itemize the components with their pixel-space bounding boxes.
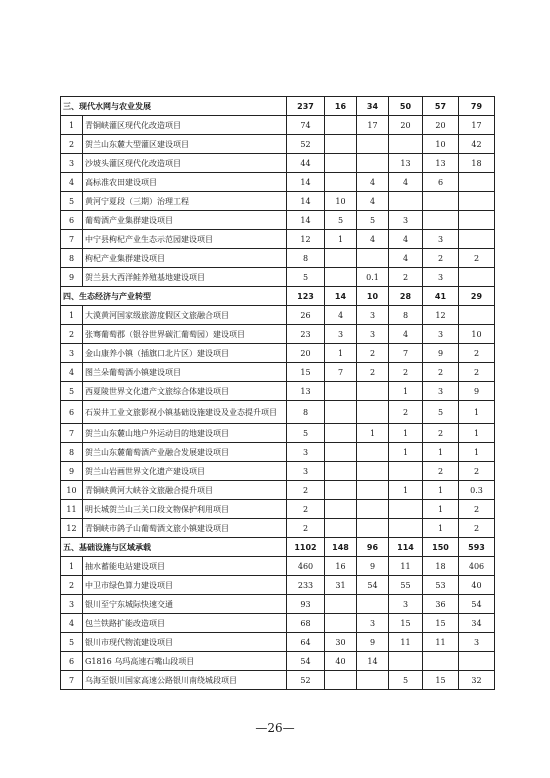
project-name: 张骞葡萄郡（银谷世界碳汇葡萄园）建设项目: [83, 325, 287, 344]
table-row: [61, 344, 495, 363]
row-number: 1: [61, 116, 83, 135]
value-cell: 1: [459, 443, 495, 462]
table-row: [61, 652, 495, 671]
value-cell: 8: [389, 306, 423, 325]
section-total-cell: 79: [459, 97, 495, 116]
value-cell: 93: [287, 595, 325, 614]
section-total-cell: 14: [325, 287, 357, 306]
table-row: [61, 116, 495, 135]
project-name: 西夏陵世界文化遗产文旅综合体建设项目: [83, 382, 287, 401]
project-name: 明长城贺兰山三关口段文物保护利用项目: [83, 500, 287, 519]
value-cell: 18: [423, 557, 459, 576]
value-cell: 2: [459, 249, 495, 268]
value-cell: 3: [423, 382, 459, 401]
value-cell: 14: [287, 192, 325, 211]
value-cell: 7: [325, 363, 357, 382]
value-cell: 3: [389, 211, 423, 230]
section-total-cell: 29: [459, 287, 495, 306]
row-number: 5: [61, 633, 83, 652]
value-cell: [389, 135, 423, 154]
project-name: 包兰铁路扩能改造项目: [83, 614, 287, 633]
section-title: 三、现代水网与农业发展: [61, 97, 287, 116]
value-cell: [357, 401, 389, 424]
value-cell: [357, 154, 389, 173]
project-name: 高标准农田建设项目: [83, 173, 287, 192]
value-cell: 1: [357, 424, 389, 443]
row-number: 10: [61, 481, 83, 500]
section-header-row: [61, 538, 495, 557]
row-number: 6: [61, 652, 83, 671]
value-cell: 40: [459, 576, 495, 595]
row-number: 12: [61, 519, 83, 538]
value-cell: 30: [325, 633, 357, 652]
value-cell: [325, 462, 357, 481]
row-number: 5: [61, 192, 83, 211]
value-cell: [325, 500, 357, 519]
value-cell: 9: [459, 382, 495, 401]
value-cell: 2: [287, 519, 325, 538]
section-total-cell: 57: [423, 97, 459, 116]
section-title: 四、生态经济与产业转型: [61, 287, 287, 306]
value-cell: 10: [325, 192, 357, 211]
value-cell: 20: [423, 116, 459, 135]
value-cell: [357, 249, 389, 268]
value-cell: [357, 595, 389, 614]
value-cell: 15: [423, 671, 459, 690]
row-number: 3: [61, 154, 83, 173]
value-cell: [423, 211, 459, 230]
value-cell: 32: [459, 671, 495, 690]
value-cell: 55: [389, 576, 423, 595]
value-cell: 14: [287, 173, 325, 192]
value-cell: [459, 230, 495, 249]
value-cell: 2: [423, 424, 459, 443]
project-name: 葡萄酒产业集群建设项目: [83, 211, 287, 230]
value-cell: 3: [287, 462, 325, 481]
project-name: 贺兰山东麓大型灌区建设项目: [83, 135, 287, 154]
row-number: 1: [61, 557, 83, 576]
value-cell: 11: [389, 557, 423, 576]
value-cell: 1: [423, 519, 459, 538]
project-name: 抽水蓄能电站建设项目: [83, 557, 287, 576]
value-cell: [459, 211, 495, 230]
value-cell: [325, 443, 357, 462]
value-cell: 1: [389, 443, 423, 462]
value-cell: [325, 382, 357, 401]
value-cell: [325, 173, 357, 192]
value-cell: [325, 519, 357, 538]
value-cell: 12: [423, 306, 459, 325]
value-cell: [357, 462, 389, 481]
table-row: [61, 154, 495, 173]
value-cell: 2: [423, 249, 459, 268]
value-cell: 5: [357, 211, 389, 230]
value-cell: [357, 500, 389, 519]
row-number: 2: [61, 135, 83, 154]
value-cell: [357, 135, 389, 154]
row-number: 6: [61, 211, 83, 230]
project-name: 乌海至银川国家高速公路银川南绕城段项目: [83, 671, 287, 690]
value-cell: [357, 519, 389, 538]
value-cell: 13: [423, 154, 459, 173]
value-cell: 1: [325, 344, 357, 363]
value-cell: 18: [459, 154, 495, 173]
value-cell: 1: [459, 424, 495, 443]
value-cell: 20: [389, 116, 423, 135]
value-cell: 12: [287, 230, 325, 249]
value-cell: 64: [287, 633, 325, 652]
value-cell: 1: [389, 382, 423, 401]
section-total-cell: 28: [389, 287, 423, 306]
section-total-cell: 150: [423, 538, 459, 557]
value-cell: 3: [325, 325, 357, 344]
value-cell: 4: [389, 230, 423, 249]
value-cell: 54: [287, 652, 325, 671]
project-name: 贺兰县大西洋鲑养殖基地建设项目: [83, 268, 287, 287]
value-cell: 0.3: [459, 481, 495, 500]
value-cell: 2: [459, 500, 495, 519]
project-name: 银川市现代物流建设项目: [83, 633, 287, 652]
value-cell: 8: [287, 401, 325, 424]
value-cell: 11: [389, 633, 423, 652]
value-cell: 16: [325, 557, 357, 576]
section-total-cell: 123: [287, 287, 325, 306]
value-cell: 2: [459, 519, 495, 538]
value-cell: [357, 481, 389, 500]
value-cell: 20: [287, 344, 325, 363]
value-cell: 3: [357, 306, 389, 325]
value-cell: [389, 519, 423, 538]
table-row: [61, 173, 495, 192]
table-row: [61, 363, 495, 382]
value-cell: 54: [459, 595, 495, 614]
value-cell: 13: [389, 154, 423, 173]
project-name: 贺兰山东麓山地户外运动目的地建设项目: [83, 424, 287, 443]
investment-table: [60, 96, 495, 690]
row-number: 6: [61, 401, 83, 424]
value-cell: [325, 249, 357, 268]
row-number: 2: [61, 576, 83, 595]
row-number: 9: [61, 268, 83, 287]
project-name: 青铜峡市鸽子山葡萄酒文旅小镇建设项目: [83, 519, 287, 538]
section-total-cell: 148: [325, 538, 357, 557]
value-cell: [325, 401, 357, 424]
value-cell: 9: [357, 557, 389, 576]
project-name: G1816 乌玛高速石嘴山段项目: [83, 652, 287, 671]
table-row: [61, 557, 495, 576]
row-number: 5: [61, 382, 83, 401]
table-row: [61, 325, 495, 344]
value-cell: [459, 192, 495, 211]
value-cell: [423, 192, 459, 211]
row-number: 8: [61, 249, 83, 268]
value-cell: 36: [423, 595, 459, 614]
table-row: [61, 614, 495, 633]
value-cell: 3: [423, 230, 459, 249]
value-cell: [459, 652, 495, 671]
table-row: [61, 519, 495, 538]
value-cell: 40: [325, 652, 357, 671]
value-cell: 4: [389, 249, 423, 268]
table-row: [61, 249, 495, 268]
value-cell: 11: [423, 633, 459, 652]
table-row: [61, 671, 495, 690]
table-row: [61, 481, 495, 500]
value-cell: 2: [287, 481, 325, 500]
project-name: 银川至宁东城际快速交通: [83, 595, 287, 614]
section-total-cell: 1102: [287, 538, 325, 557]
row-number: 3: [61, 595, 83, 614]
value-cell: 17: [357, 116, 389, 135]
value-cell: 3: [357, 325, 389, 344]
section-total-cell: 34: [357, 97, 389, 116]
value-cell: 53: [423, 576, 459, 595]
value-cell: 233: [287, 576, 325, 595]
value-cell: [357, 671, 389, 690]
value-cell: 2: [459, 363, 495, 382]
value-cell: 5: [389, 671, 423, 690]
value-cell: 52: [287, 671, 325, 690]
value-cell: 2: [357, 344, 389, 363]
value-cell: 2: [389, 363, 423, 382]
row-number: 4: [61, 363, 83, 382]
value-cell: 7: [389, 344, 423, 363]
value-cell: [357, 382, 389, 401]
value-cell: 1: [423, 500, 459, 519]
table-body: [61, 97, 495, 690]
value-cell: [389, 500, 423, 519]
value-cell: 2: [357, 363, 389, 382]
value-cell: [325, 424, 357, 443]
value-cell: 2: [459, 344, 495, 363]
value-cell: 5: [325, 211, 357, 230]
page-number: —26—: [255, 721, 295, 735]
value-cell: 4: [389, 173, 423, 192]
section-total-cell: 16: [325, 97, 357, 116]
project-name: 中卫市绿色算力建设项目: [83, 576, 287, 595]
section-total-cell: 50: [389, 97, 423, 116]
row-number: 1: [61, 306, 83, 325]
row-number: 7: [61, 424, 83, 443]
value-cell: 3: [459, 633, 495, 652]
value-cell: 1: [423, 443, 459, 462]
value-cell: 2: [389, 268, 423, 287]
value-cell: 3: [287, 443, 325, 462]
row-number: 3: [61, 344, 83, 363]
value-cell: [325, 671, 357, 690]
section-total-cell: 10: [357, 287, 389, 306]
value-cell: [325, 116, 357, 135]
value-cell: 4: [389, 325, 423, 344]
section-total-cell: 96: [357, 538, 389, 557]
value-cell: 2: [459, 462, 495, 481]
value-cell: 17: [459, 116, 495, 135]
value-cell: 5: [287, 268, 325, 287]
value-cell: 15: [287, 363, 325, 382]
table-row: [61, 595, 495, 614]
section-total-cell: 114: [389, 538, 423, 557]
project-name: 青铜峡黄河大峡谷文旅融合提升项目: [83, 481, 287, 500]
value-cell: [389, 652, 423, 671]
row-number: 7: [61, 671, 83, 690]
value-cell: 4: [357, 173, 389, 192]
value-cell: [459, 306, 495, 325]
table-row: [61, 268, 495, 287]
value-cell: 3: [389, 595, 423, 614]
value-cell: 3: [423, 325, 459, 344]
row-number: 4: [61, 173, 83, 192]
table-row: [61, 230, 495, 249]
project-name: 青铜峡灌区现代化改造项目: [83, 116, 287, 135]
value-cell: 23: [287, 325, 325, 344]
table-row: [61, 462, 495, 481]
value-cell: [423, 652, 459, 671]
row-number: 4: [61, 614, 83, 633]
value-cell: [325, 268, 357, 287]
project-name: 石炭井工业文旅影视小镇基础设施建设及业态提升项目: [83, 401, 287, 424]
value-cell: 4: [325, 306, 357, 325]
value-cell: 13: [287, 382, 325, 401]
section-total-cell: 593: [459, 538, 495, 557]
value-cell: [459, 173, 495, 192]
value-cell: [459, 268, 495, 287]
value-cell: 4: [357, 230, 389, 249]
value-cell: 42: [459, 135, 495, 154]
project-name: 大漠黄河国家级旅游度假区文旅融合项目: [83, 306, 287, 325]
table-row: [61, 192, 495, 211]
row-number: 8: [61, 443, 83, 462]
table-row: [61, 211, 495, 230]
value-cell: 2: [389, 401, 423, 424]
value-cell: 34: [459, 614, 495, 633]
value-cell: 9: [423, 344, 459, 363]
table-row: [61, 443, 495, 462]
value-cell: 9: [357, 633, 389, 652]
table-row: [61, 424, 495, 443]
table-row: [61, 633, 495, 652]
value-cell: 8: [287, 249, 325, 268]
table-row: [61, 382, 495, 401]
value-cell: 1: [325, 230, 357, 249]
value-cell: 460: [287, 557, 325, 576]
value-cell: 2: [287, 500, 325, 519]
value-cell: [389, 462, 423, 481]
value-cell: 10: [423, 135, 459, 154]
project-name: 枸杞产业集群建设项目: [83, 249, 287, 268]
value-cell: 5: [287, 424, 325, 443]
value-cell: 31: [325, 576, 357, 595]
project-name: 贺兰山岩画世界文化遗产建设项目: [83, 462, 287, 481]
table-row: [61, 576, 495, 595]
row-number: 9: [61, 462, 83, 481]
table-row: [61, 306, 495, 325]
value-cell: [325, 154, 357, 173]
section-title: 五、基础设施与区域承载: [61, 538, 287, 557]
value-cell: 74: [287, 116, 325, 135]
value-cell: 14: [357, 652, 389, 671]
project-name: 中宁县枸杞产业生态示范园建设项目: [83, 230, 287, 249]
value-cell: 52: [287, 135, 325, 154]
project-name: 沙坡头灌区现代化改造项目: [83, 154, 287, 173]
project-name: 金山康养小镇（插旗口北片区）建设项目: [83, 344, 287, 363]
value-cell: [325, 481, 357, 500]
value-cell: 406: [459, 557, 495, 576]
value-cell: 0.1: [357, 268, 389, 287]
value-cell: [325, 135, 357, 154]
value-cell: 1: [389, 481, 423, 500]
value-cell: 68: [287, 614, 325, 633]
value-cell: 10: [459, 325, 495, 344]
value-cell: 14: [287, 211, 325, 230]
value-cell: 5: [423, 401, 459, 424]
value-cell: 15: [423, 614, 459, 633]
value-cell: 4: [357, 192, 389, 211]
table-row: [61, 135, 495, 154]
section-total-cell: 237: [287, 97, 325, 116]
section-header-row: [61, 287, 495, 306]
value-cell: 1: [389, 424, 423, 443]
value-cell: [389, 192, 423, 211]
value-cell: 3: [357, 614, 389, 633]
value-cell: 6: [423, 173, 459, 192]
row-number: 2: [61, 325, 83, 344]
table-row: [61, 401, 495, 424]
value-cell: 1: [423, 481, 459, 500]
row-number: 7: [61, 230, 83, 249]
value-cell: 44: [287, 154, 325, 173]
value-cell: 2: [423, 462, 459, 481]
value-cell: 3: [423, 268, 459, 287]
value-cell: 2: [423, 363, 459, 382]
project-name: 黄河宁夏段（三期）治理工程: [83, 192, 287, 211]
value-cell: [357, 443, 389, 462]
value-cell: [325, 614, 357, 633]
row-number: 11: [61, 500, 83, 519]
project-name: 图兰朵葡萄酒小镇建设项目: [83, 363, 287, 382]
value-cell: 1: [459, 401, 495, 424]
value-cell: 54: [357, 576, 389, 595]
section-header-row: [61, 97, 495, 116]
value-cell: 26: [287, 306, 325, 325]
value-cell: [325, 595, 357, 614]
value-cell: 15: [389, 614, 423, 633]
project-name: 贺兰山东麓葡萄酒产业融合发展建设项目: [83, 443, 287, 462]
section-total-cell: 41: [423, 287, 459, 306]
table-row: [61, 500, 495, 519]
